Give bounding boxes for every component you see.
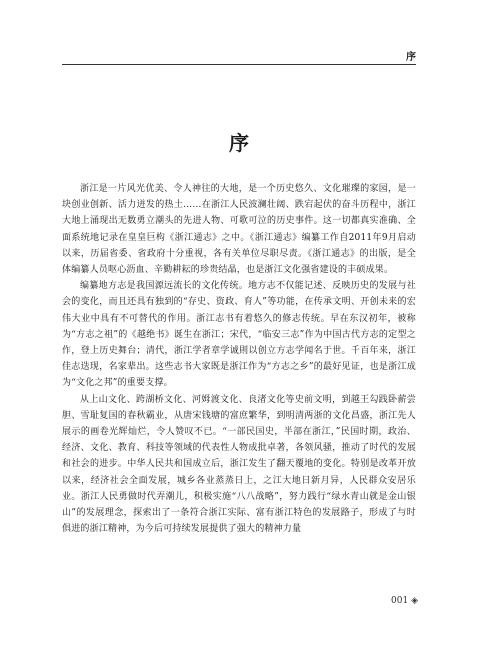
chapter-title: 序 bbox=[229, 131, 251, 155]
page-number: 001 ◈ bbox=[391, 596, 418, 606]
paragraph-1: 浙江是一片风光优美、令人神往的大地，是一个历史悠久、文化璀璨的家园，是一块创业创新、活力迸发的热土……在浙江人民波澜壮阔、跌宕起伏的奋斗历程中，浙江大地上涌现出无数勇立潮头的先进人物、可歌可泣的历史事件。这一切都真实准确、全面系统地记录在皇皇巨构《浙江通志》之中。《浙江通志》编纂工作自2011年9月启动以来，历届省委、省政府十分重视，各有关单位尽职尽责。《浙江通志》的出版，是全体编纂人员呕心沥血、辛勤耕耘的珍贵结晶，也是浙江文化强省建设的丰硕成果。 bbox=[62, 184, 416, 276]
paragraph-2: 编纂地方志是我国源远流长的文化传统。地方志不仅能记述、反映历史的发展与社会的变化，而且还具有独到的“存史、资政、育人”等功能，在传承文明、开创未来的宏伟大业中具有不可替代的作用。浙江志书有着悠久的修志传统。早在东汉初年，被称为“方志之祖”的《越绝书》诞生在浙江；宋代，“临安三志”作为中国古代方志的定型之作，登上历史舞台；清代，浙江学者章学诚則以创立方志学闻名于世。千百年来，浙江佳志迭现，名家辈出。这些志书大家既是浙江作为“方志之乡”的最好见证，也是浙江成为“文化之邦”的重要支撑。 bbox=[62, 281, 416, 389]
running-header: 序 bbox=[406, 52, 416, 63]
header-rule bbox=[62, 64, 416, 65]
paragraph-3: 从上山文化、跨湖桥文化、河姆渡文化、良渚文化等史前文明，到越王勾践卧薪尝胆、雪耻复国的春秋霸业，从唐宋钱塘的富庶繁华，到明清两浙的文化昌盛，浙江先人展示的画卷光辉灿烂，令人赞叹不已。“一部民国史，半部在浙江，”民国时期，政治、经济、文化、教育、科技等领域的代表性人物成批卓著，各领风骚，推动了时代的发展和社会的进步。中华人民共和国成立后，浙江发生了翻天覆地的变化。特别是改革开放以来，经济社会全面发展，城乡各业蒸蒸日上，之江大地日新月异，人民群众安居乐业。浙江人民勇做时代弄潮儿，积极实施“八八战略”，努力践行“绿水青山就是金山银山”的发展理念，探索出了一条符合浙江实际、富有浙江特色的发展路子，形成了与时俱进的浙江精神，为今后可持续发展提供了强大的精神力量 bbox=[62, 394, 416, 535]
body-text bbox=[62, 181, 416, 537]
